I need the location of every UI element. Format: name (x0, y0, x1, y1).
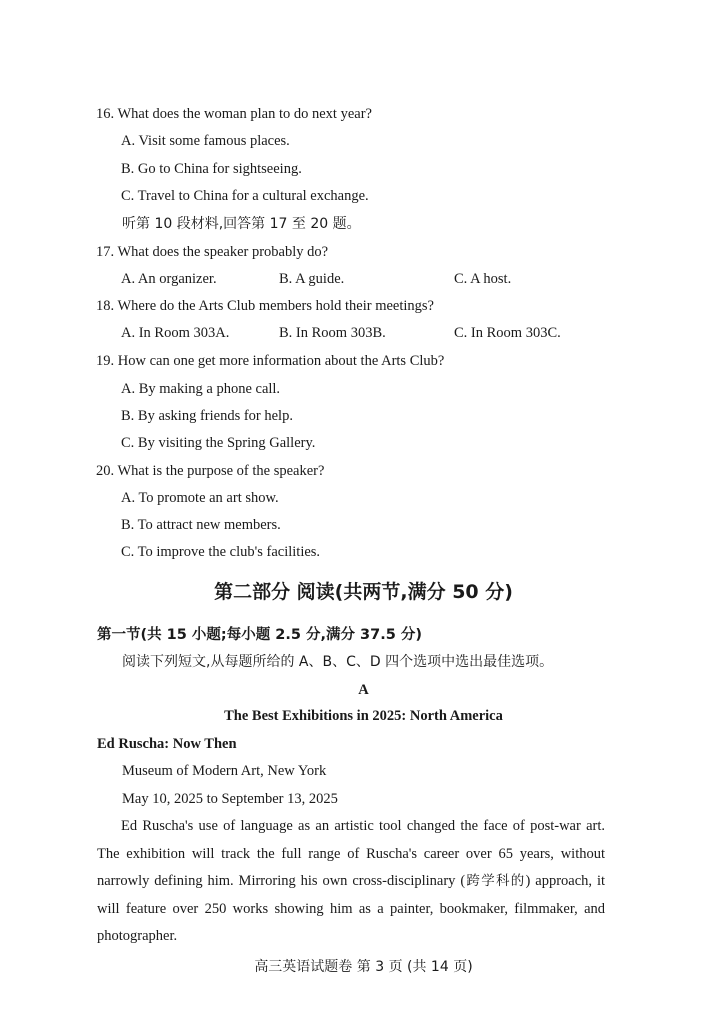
question-20-option-c: C. To improve the club's facilities. (121, 544, 321, 560)
exhibit-dates: May 10, 2025 to September 13, 2025 (122, 791, 338, 807)
question-19-stem: 19. How can one get more information about the Arts Club? (96, 353, 445, 369)
exhibit-venue: Museum of Modern Art, New York (122, 763, 327, 779)
question-18-option-b: B. In Room 303B. (279, 325, 386, 341)
description-text-start: Ed Ruscha's use of language as an artistic tool changed the face of post-war art. The exhibition will track the full range of Ruscha's career over 65 years, without narrowly defining him. Mirroring his own cross-disciplinary ( (97, 818, 605, 889)
question-17-option-b: B. A guide. (279, 271, 345, 287)
question-18-option-c: C. In Room 303C. (454, 325, 561, 341)
question-19-option-a: A. By making a phone call. (121, 381, 281, 397)
exhibit-title: Ed Ruscha: Now Then (97, 736, 237, 752)
question-17-option-a: A. An organizer. (121, 271, 217, 287)
question-17-option-c: C. A host. (454, 271, 512, 287)
description-text-end: ) approach, it will feature over 250 works showing him as a painter, bookmaker, filmmaker, and photographer. (97, 873, 605, 944)
reading-instruction: 阅读下列短文,从每题所给的 A、B、C、D 四个选项中选出最佳选项。 (122, 654, 554, 670)
page-footer: 高三英语试题卷 第 3 页 (共 14 页) (254, 959, 473, 975)
part-two-title: 第二部分 阅读(共两节,满分 50 分) (214, 581, 513, 603)
passage-title: The Best Exhibitions in 2025: North America (224, 708, 503, 724)
question-18-stem: 18. Where do the Arts Club members hold their meetings? (96, 298, 434, 314)
description-cjk-gloss: 跨学科的 (465, 873, 526, 889)
question-16-stem: 16. What does the woman plan to do next year? (96, 106, 372, 122)
question-20-option-a: A. To promote an art show. (121, 490, 279, 506)
question-16-option-c: C. Travel to China for a cultural exchange. (121, 188, 369, 204)
question-19-option-c: C. By visiting the Spring Gallery. (121, 435, 316, 451)
listening-instruction: 听第 10 段材料,回答第 17 至 20 题。 (122, 216, 361, 232)
question-19-option-b: B. By asking friends for help. (121, 408, 293, 424)
question-17-stem: 17. What does the speaker probably do? (96, 244, 329, 260)
question-16-option-a: A. Visit some famous places. (121, 133, 290, 149)
question-16-option-b: B. Go to China for sightseeing. (121, 161, 302, 177)
section-one-heading: 第一节(共 15 小题;每小题 2.5 分,满分 37.5 分) (97, 627, 422, 643)
passage-letter: A (358, 682, 369, 698)
exhibit-description (97, 813, 605, 951)
question-18-option-a: A. In Room 303A. (121, 325, 230, 341)
question-20-option-b: B. To attract new members. (121, 517, 281, 533)
question-20-stem: 20. What is the purpose of the speaker? (96, 463, 325, 479)
